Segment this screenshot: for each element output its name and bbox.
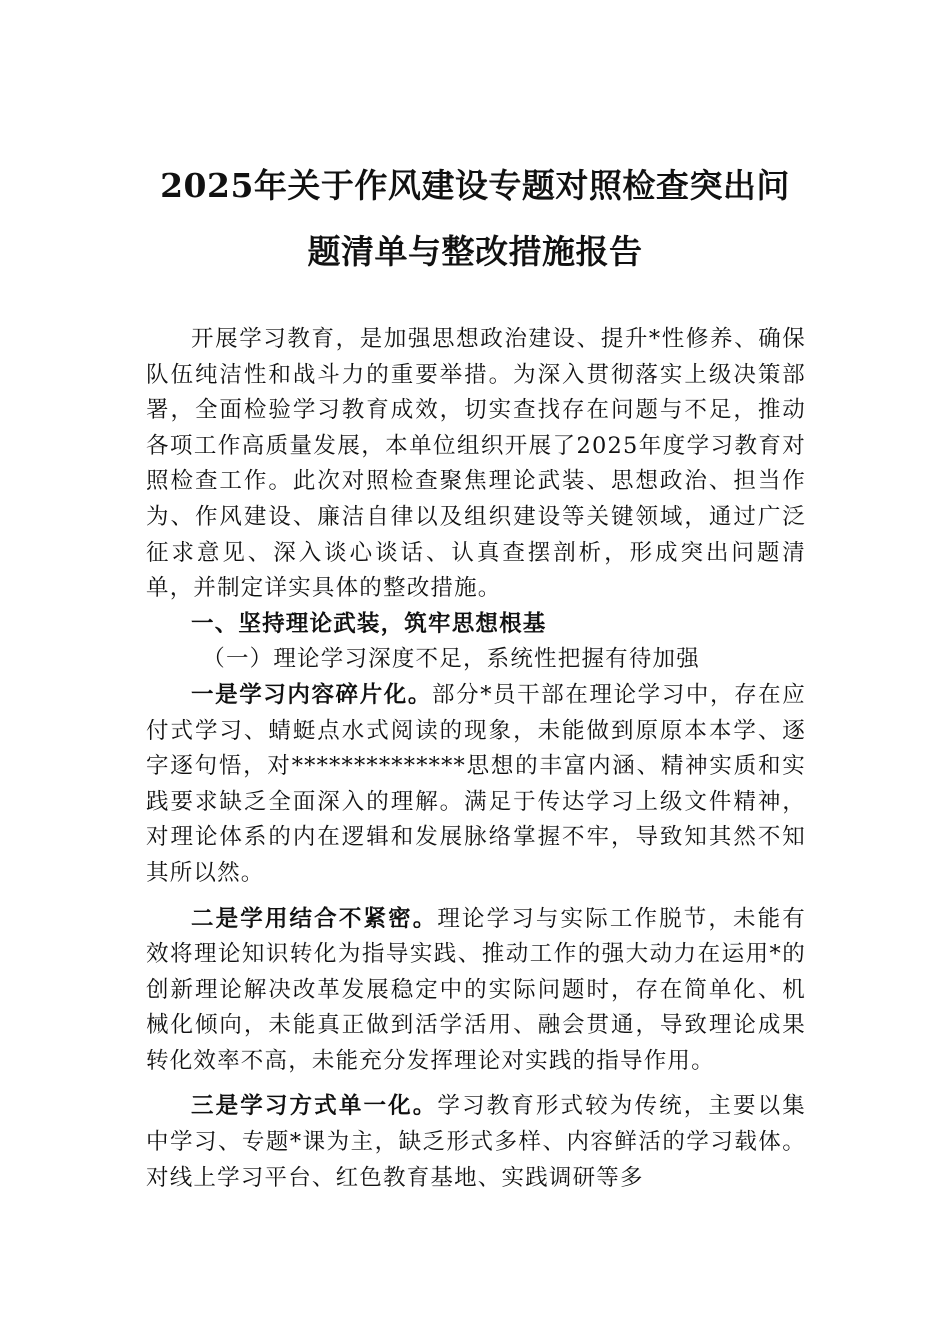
paragraph-text: 理论学习与实际工作脱节，未能有效将理论知识转化为指导实践、推动工作的强大动力在运用*的创新理论解决改革发展稳定中的实际问题时，存在简单化、机械化倾向，未能真正做到活学活用、融会贯通，导致理论成果转化效率不高，未能充分发挥理论对实践的指导作用。 bbox=[146, 905, 806, 1074]
body-paragraph bbox=[146, 678, 806, 892]
subsection-heading: （一）理论学习深度不足，系统性把握有待加强 bbox=[202, 646, 700, 673]
body-paragraph bbox=[146, 902, 806, 1080]
body-paragraph bbox=[146, 1089, 806, 1196]
section-heading: 一、坚持理论武装，筑牢思想根基 bbox=[191, 610, 547, 637]
paragraph-text: 部分*员干部在理论学习中，存在应付式学习、蜻蜓点水式阅读的现象，未能做到原原本本学、逐字逐句悟，对**************思想的丰富内涵、精神实质和实践要求缺乏全面深入的理解。满足于传达学习上级文件精神，对理论体系的内在逻辑和发展脉络掌握不牢，导致知其然不知其所以然。 bbox=[146, 681, 806, 886]
paragraph-lead: 二是学用结合不紧密。 bbox=[191, 905, 438, 932]
document-body bbox=[146, 322, 806, 1196]
paragraph-lead: 一是学习内容碎片化。 bbox=[191, 681, 433, 708]
document-title-line2: 题清单与整改措施报告 bbox=[307, 232, 643, 271]
document-title-line1: 2025年关于作风建设专题对照检查突出问 bbox=[160, 166, 790, 205]
intro-paragraph: 开展学习教育，是加强思想政治建设、提升*性修养、确保队伍纯洁性和战斗力的重要举措。为深入贯彻落实上级决策部署，全面检验学习教育成效，切实查找存在问题与不足，推动各项工作高质量发展，本单位组织开展了2025年度学习教育对照检查工作。此次对照检查聚焦理论武装、思想政治、担当作为、作风建设、廉洁自律以及组织建设等关键领域，通过广泛征求意见、深入谈心谈话、认真查摆剖析，形成突出问题清单，并制定详实具体的整改措施。 bbox=[146, 326, 806, 602]
paragraph-text: 学习教育形式较为传统，主要以集中学习、专题*课为主，缺乏形式多样、内容鲜活的学习载体。对线上学习平台、红色教育基地、实践调研等多 bbox=[146, 1093, 806, 1191]
paragraph-lead: 三是学习方式单一化。 bbox=[191, 1093, 438, 1120]
